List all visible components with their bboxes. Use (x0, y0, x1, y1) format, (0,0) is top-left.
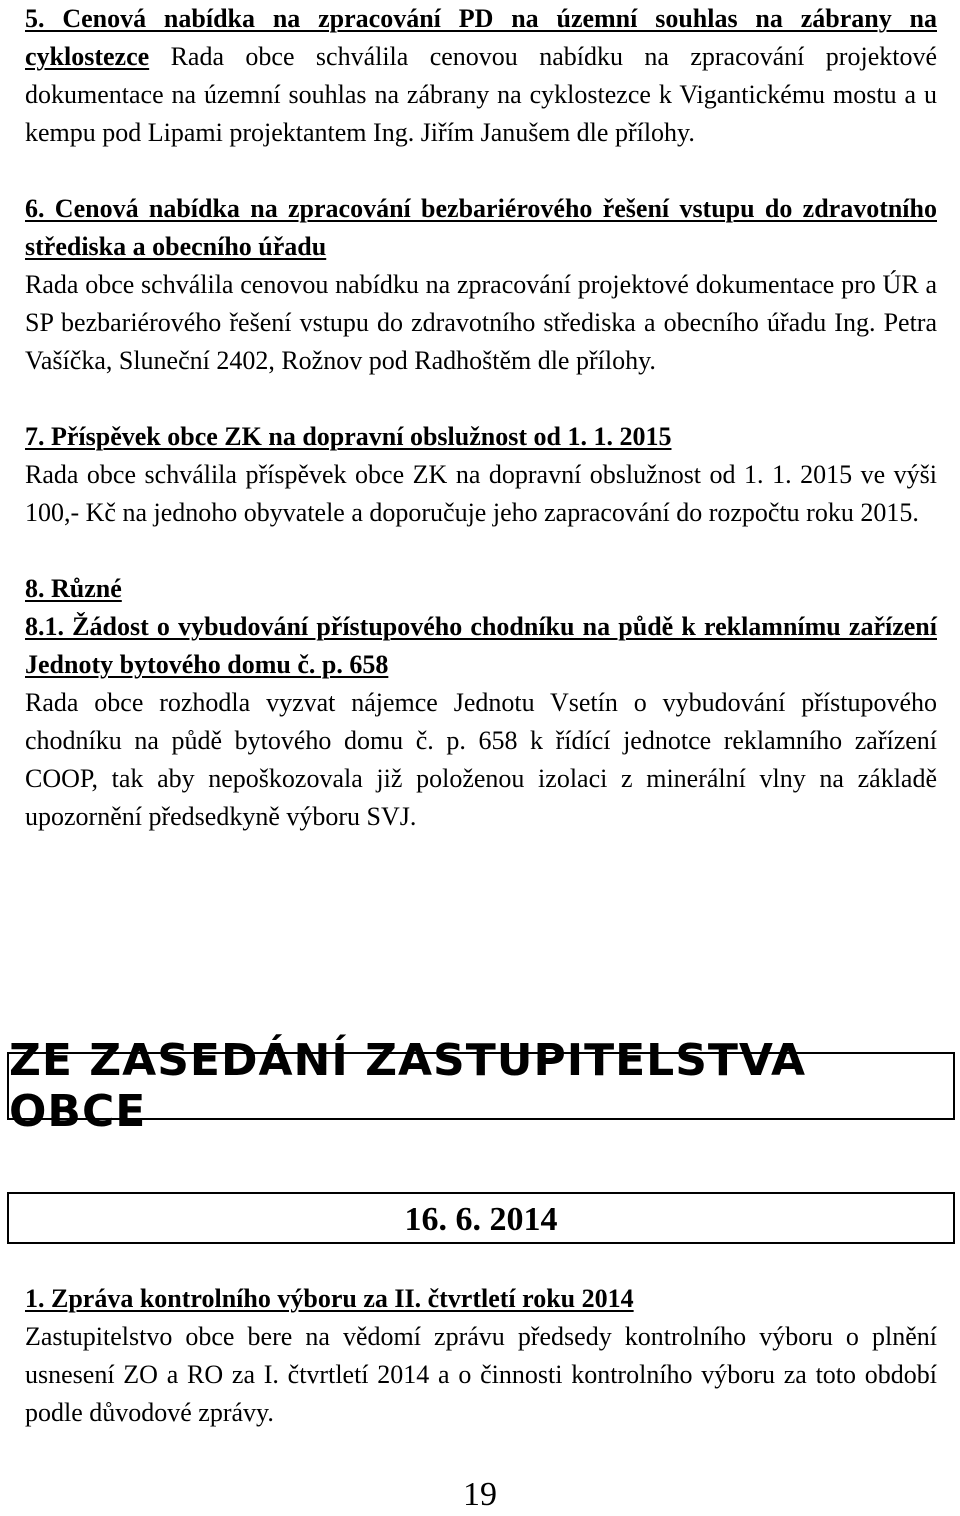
item-7-heading-line (25, 418, 937, 456)
item-8-1-heading: 8.1. Žádost o vybudování přístupového chodníku na půdě k reklamnímu zařízení Jednoty bytového domu č. p. 658 (25, 612, 937, 679)
item-5-body: Rada obce schválila cenovou nabídku na zpracování projektové dokumentace na územní souhlas na zábrany na cyklostezce k Vigantickému mostu a u kempu pod Lipami projektantem Ing. Jiřím Janušem dle přílohy. (25, 42, 937, 147)
council-item-1 (25, 1280, 937, 1432)
item-5 (25, 0, 937, 152)
item-8-heading: 8. Různé (25, 574, 122, 603)
item-8-heading-line (25, 570, 937, 608)
council-item-1-heading-line (25, 1280, 937, 1318)
council-item-1-body: Zastupitelstvo obce bere na vědomí zprávu předsedy kontrolního výboru o plnění usnesení ZO a RO za I. čtvrtletí 2014 a o činnosti kontrolního výboru za toto období podle důvodové zprávy. (25, 1322, 937, 1427)
meeting-date: 16. 6. 2014 (404, 1201, 558, 1238)
item-6-heading-line (25, 190, 937, 266)
meeting-date-box (7, 1192, 955, 1244)
item-8-1-heading-line (25, 608, 937, 684)
item-7 (25, 418, 937, 532)
council-item-1-heading: 1. Zpráva kontrolního výboru za II. čtvrtletí roku 2014 (25, 1284, 634, 1313)
section-banner (7, 1035, 955, 1137)
item-5-heading: 5. Cenová nabídka na zpracování PD na územní souhlas na zábrany na cyklostezce (25, 4, 937, 71)
item-7-body: Rada obce schválila příspěvek obce ZK na dopravní obslužnost od 1. 1. 2015 ve výši 100,- Kč na jednoho obyvatele a doporučuje jeho zapracování do rozpočtu roku 2015. (25, 460, 937, 527)
item-5-paragraph (25, 0, 937, 152)
item-6 (25, 190, 937, 380)
item-6-heading: 6. Cenová nabídka na zpracování bezbariérového řešení vstupu do zdravotního střediska a obecního úřadu (25, 194, 937, 261)
item-6-body: Rada obce schválila cenovou nabídku na zpracování projektové dokumentace pro ÚR a SP bezbariérového řešení vstupu do zdravotního střediska a obecního úřadu Ing. Petra Vašíčka, Sluneční 2402, Rožnov pod Radhoštěm dle přílohy. (25, 270, 937, 375)
item-8 (25, 570, 937, 836)
section-banner-title: ZE ZASEDÁNÍ ZASTUPITELSTVA OBCE (9, 1035, 807, 1137)
page-number: 19 (463, 1476, 497, 1513)
item-8-1-body: Rada obce rozhodla vyzvat nájemce Jednotu Vsetín o vybudování přístupového chodníku na půdě bytového domu č. p. 658 k řídící jednotce reklamního zařízení COOP, tak aby nepoškozovala již položenou izolaci z minerální vlny na základě upozornění předsedkyně výboru SVJ. (25, 688, 937, 831)
item-7-heading: 7. Příspěvek obce ZK na dopravní obslužnost od 1. 1. 2015 (25, 422, 672, 451)
document-page (25, 0, 937, 874)
